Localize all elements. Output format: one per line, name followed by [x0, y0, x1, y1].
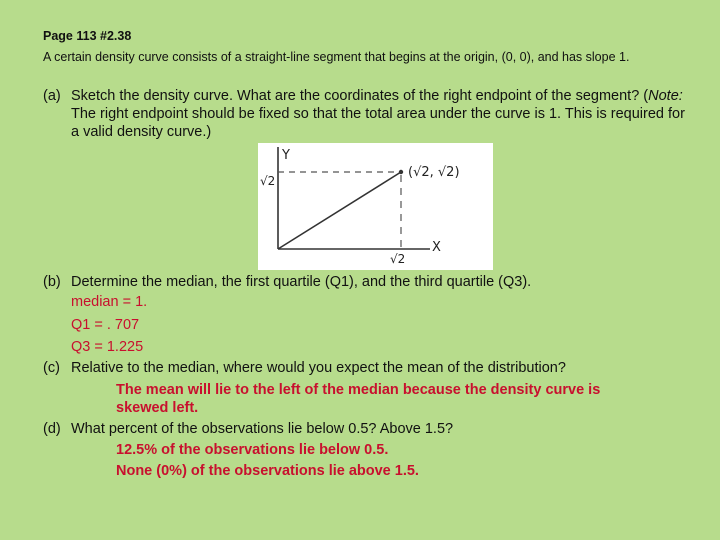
- density-curve-sketch: [258, 143, 493, 270]
- part-a-text: Sketch the density curve. What are the coordinates of the right endpoint of the segment? (: [71, 88, 649, 104]
- part-b-label: (b): [43, 274, 61, 290]
- part-d-question: What percent of the observations lie below 0.5? Above 1.5?: [71, 421, 454, 437]
- q3-answer: Q3 = 1.225: [71, 339, 144, 355]
- endpoint-marker: [399, 170, 403, 174]
- part-a-label: (a): [43, 88, 61, 104]
- part-a-note-label: Note:: [648, 88, 683, 104]
- q1-answer: Q1 = . 707: [71, 317, 140, 333]
- x-tick-label: √2: [390, 252, 406, 266]
- part-d-label: (d): [43, 421, 61, 437]
- median-answer: median = 1.: [71, 294, 148, 310]
- page-title: Page 113 #2.38: [43, 29, 132, 43]
- y-tick-label: √2: [260, 174, 276, 188]
- part-c-label: (c): [43, 360, 60, 376]
- sketch-svg: [258, 143, 493, 270]
- part-c-question: Relative to the median, where would you expect the mean of the distribution?: [71, 360, 566, 376]
- above-answer: None (0%) of the observations lie above 1.5.: [116, 463, 419, 479]
- density-line: [278, 172, 401, 249]
- endpoint-label: (√2, √2): [408, 165, 460, 180]
- part-b-question: Determine the median, the first quartile (Q1), and the third quartile (Q3).: [71, 274, 532, 290]
- problem-intro: A certain density curve consists of a straight-line segment that begins at the origin, (0, 0), and has slope 1.: [43, 50, 630, 64]
- part-a-question: [71, 87, 686, 141]
- y-axis-label: Y: [282, 148, 290, 163]
- x-axis-label: X: [432, 240, 441, 255]
- part-a-text-after: The right endpoint should be fixed so that the total area under the curve is 1. This is required for a valid density curve.): [71, 106, 685, 140]
- below-answer: 12.5% of the observations lie below 0.5.: [116, 442, 389, 458]
- mean-answer: The mean will lie to the left of the median because the density curve is skewed left.: [116, 382, 601, 416]
